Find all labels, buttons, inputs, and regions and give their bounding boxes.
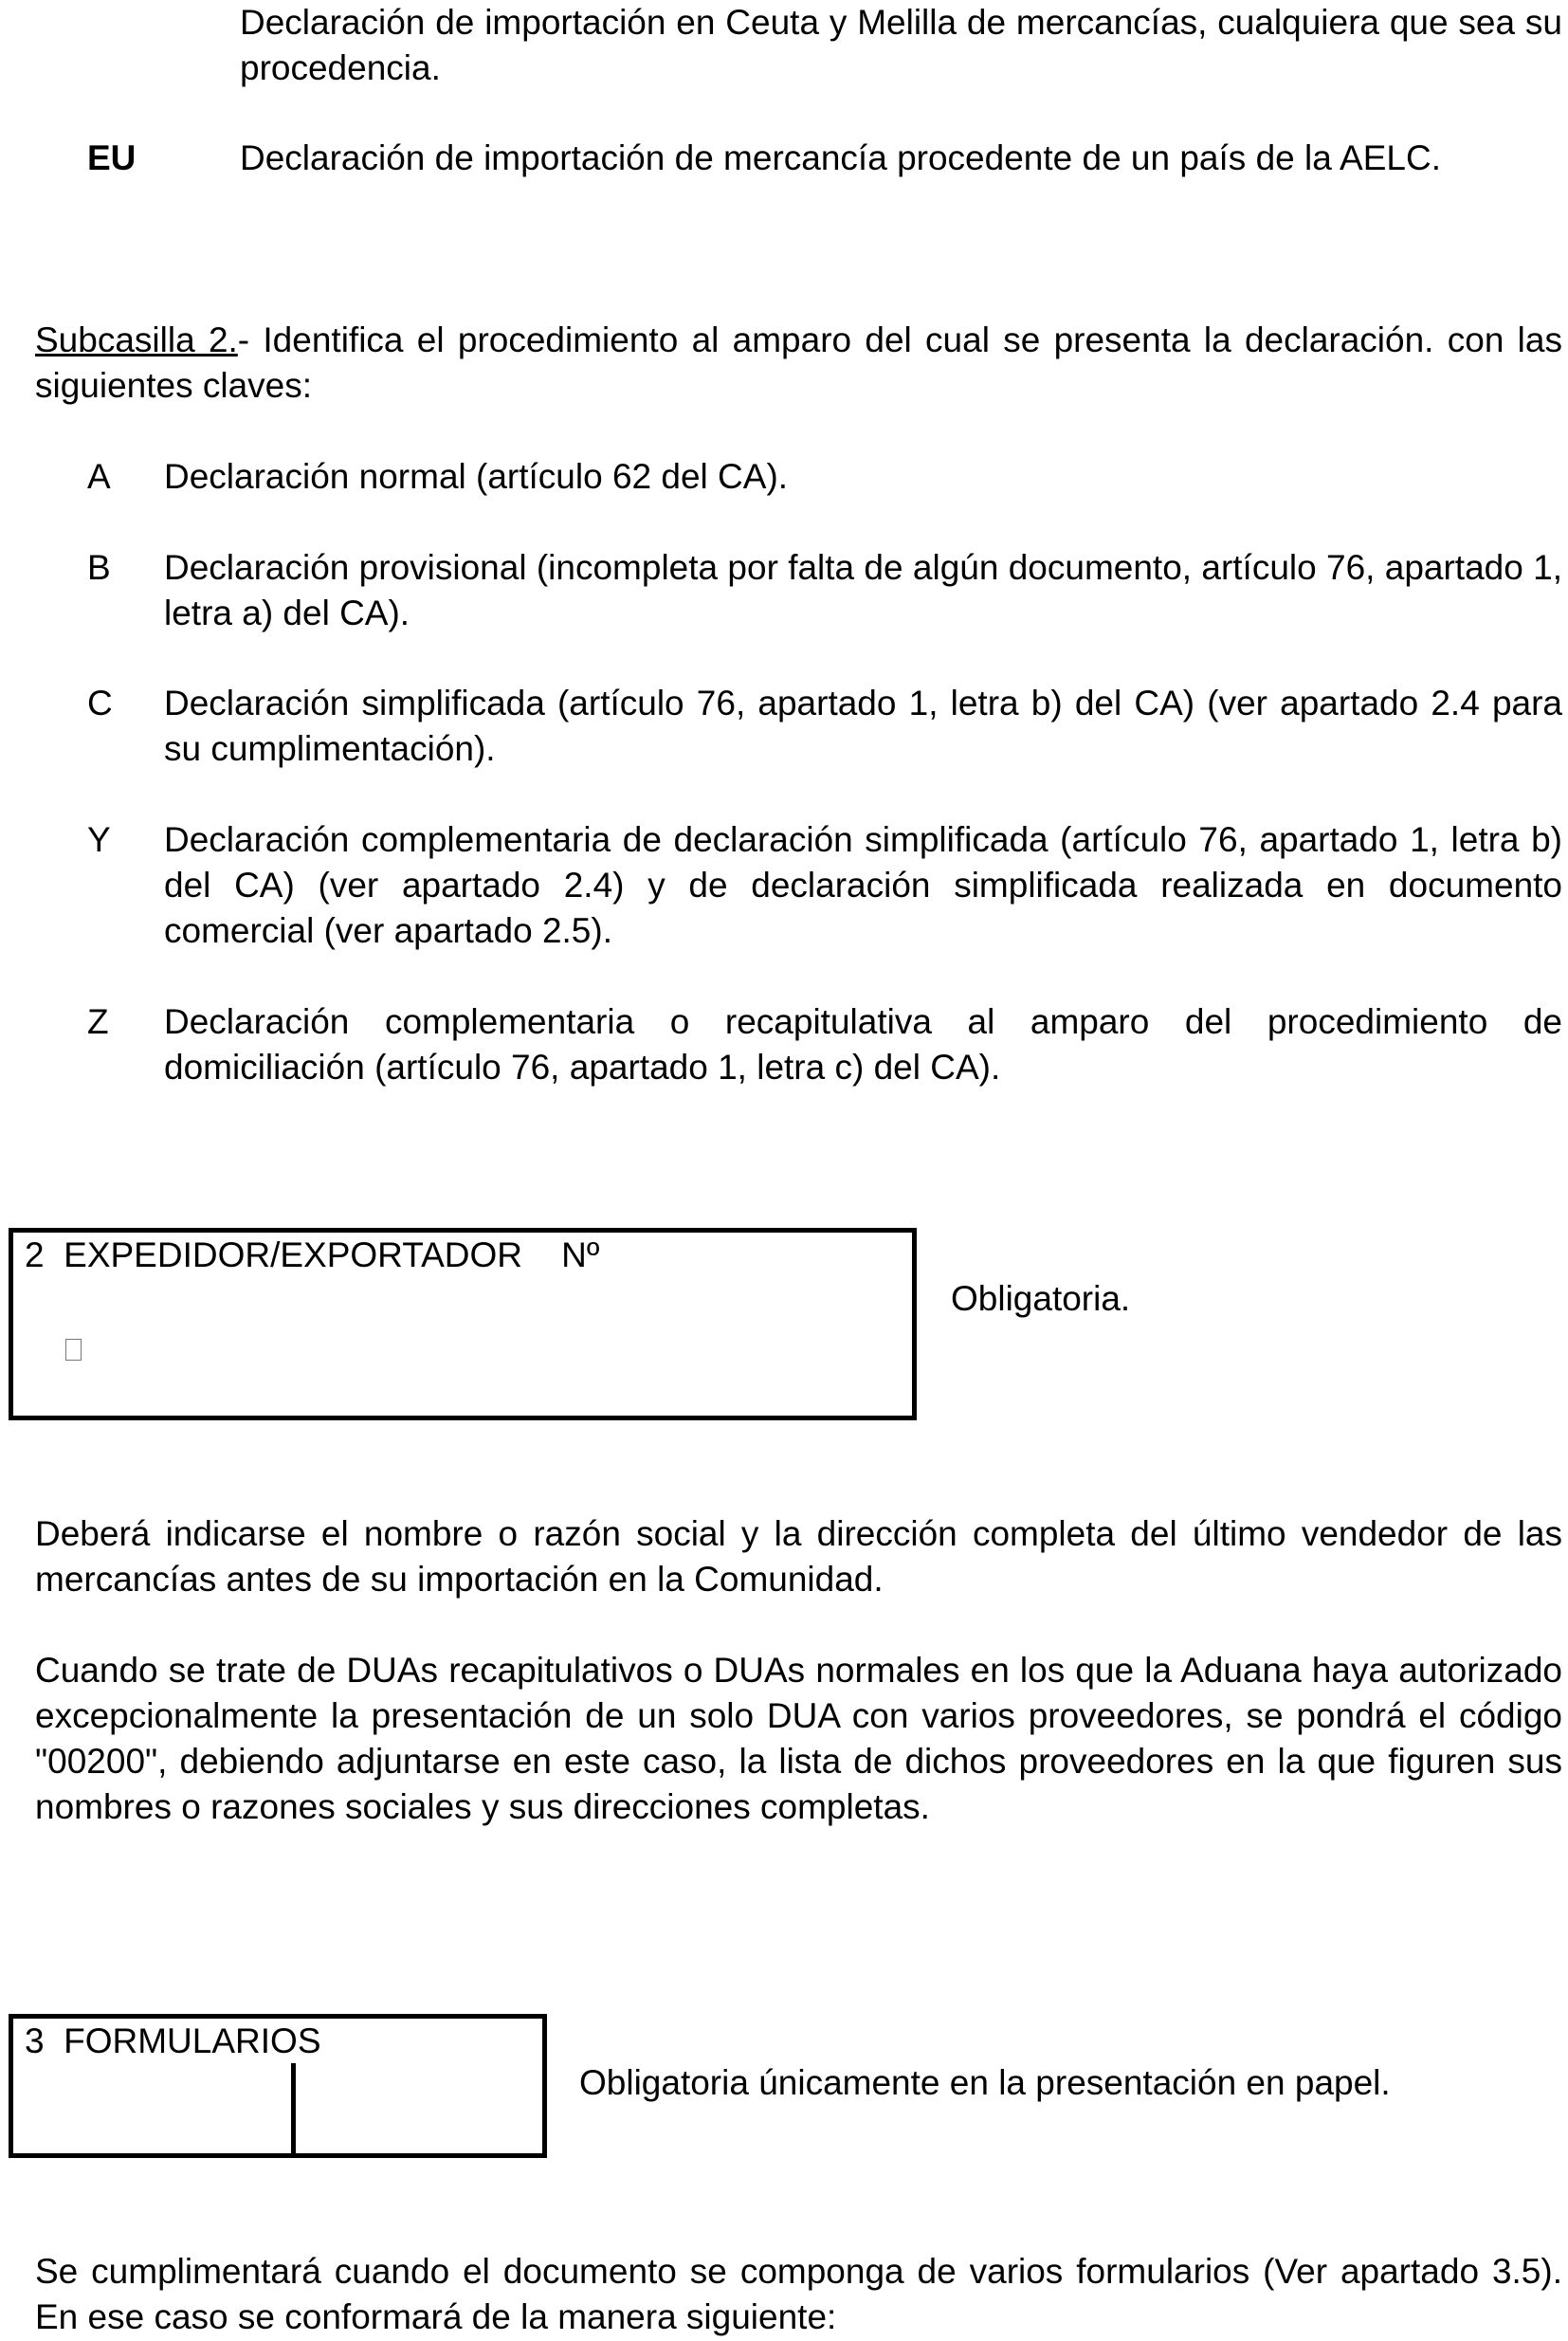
subcasilla-paragraph bbox=[35, 318, 1562, 409]
subcasilla-label: Subcasilla 2. bbox=[35, 320, 238, 359]
key-letter-a: A bbox=[87, 457, 111, 496]
eu-key: EU bbox=[87, 138, 137, 177]
box-2-title: 2 EXPEDIDOR/EXPORTADOR Nº bbox=[25, 1235, 600, 1274]
key-letter-b: B bbox=[87, 548, 111, 587]
key-text-z: Declaración complementaria o recapitulativa al amparo del procedimiento de domiciliación (artículo 76, apartado 1, letra c) del CA). bbox=[164, 1002, 1562, 1087]
key-text-a: Declaración normal (artículo 62 del CA). bbox=[164, 457, 789, 496]
key-letter-z: Z bbox=[87, 1002, 109, 1041]
box-2-expedidor bbox=[9, 1228, 917, 1420]
key-letter-c: C bbox=[87, 684, 113, 722]
box-2-note: Obligatoria. bbox=[951, 1279, 1131, 1318]
key-text-y: Declaración complementaria de declaración simplificada (artículo 76, apartado 1, letra b) del CA) (ver apartado 2.4) y de declaración simplificada realizada en documento comercial (ver apartado 2.5). bbox=[164, 820, 1562, 950]
eu-item-text: Declaración de importación de mercancía procedente de un país de la AELC. bbox=[240, 138, 1441, 177]
box-3-note: Obligatoria únicamente en la presentación en papel. bbox=[579, 2063, 1391, 2102]
box-3-formularios bbox=[9, 2014, 547, 2158]
checkbox-placeholder-icon bbox=[65, 1339, 82, 1361]
subcasilla-text: - Identifica el procedimiento al amparo del cual se presenta la declaración. con las siguientes claves: bbox=[35, 320, 1562, 405]
intro-item-text: Declaración de importación en Ceuta y Melilla de mercancías, cualquiera que sea su procedencia. bbox=[240, 3, 1562, 87]
paragraph-formularios: Se cumplimentará cuando el documento se componga de varios formularios (Ver apartado 3.5). En ese caso se conformará de la manera siguiente: bbox=[35, 2252, 1562, 2336]
key-text-c: Declaración simplificada (artículo 76, apartado 1, letra b) del CA) (ver apartado 2.4 para su cumplimentación). bbox=[164, 684, 1562, 768]
paragraph-expedidor-2: Cuando se trate de DUAs recapitulativos o DUAs normales en los que la Aduana haya autorizado excepcionalmente la presentación de un solo DUA con varios proveedores, se pondrá el código "00200", debiendo adjuntarse en este caso, la lista de dichos proveedores en la que figuren sus nombres o razones sociales y sus direcciones completas. bbox=[35, 1651, 1562, 1826]
key-text-b: Declaración provisional (incompleta por falta de algún documento, artículo 76, apartado 1, letra a) del CA). bbox=[164, 548, 1562, 632]
paragraph-expedidor-1: Deberá indicarse el nombre o razón social y la dirección completa del último vendedor de las mercancías antes de su importación en la Comunidad. bbox=[35, 1514, 1562, 1599]
key-letter-y: Y bbox=[87, 820, 111, 859]
box-3-divider bbox=[291, 2063, 296, 2158]
box-3-title: 3 FORMULARIOS bbox=[25, 2021, 321, 2060]
